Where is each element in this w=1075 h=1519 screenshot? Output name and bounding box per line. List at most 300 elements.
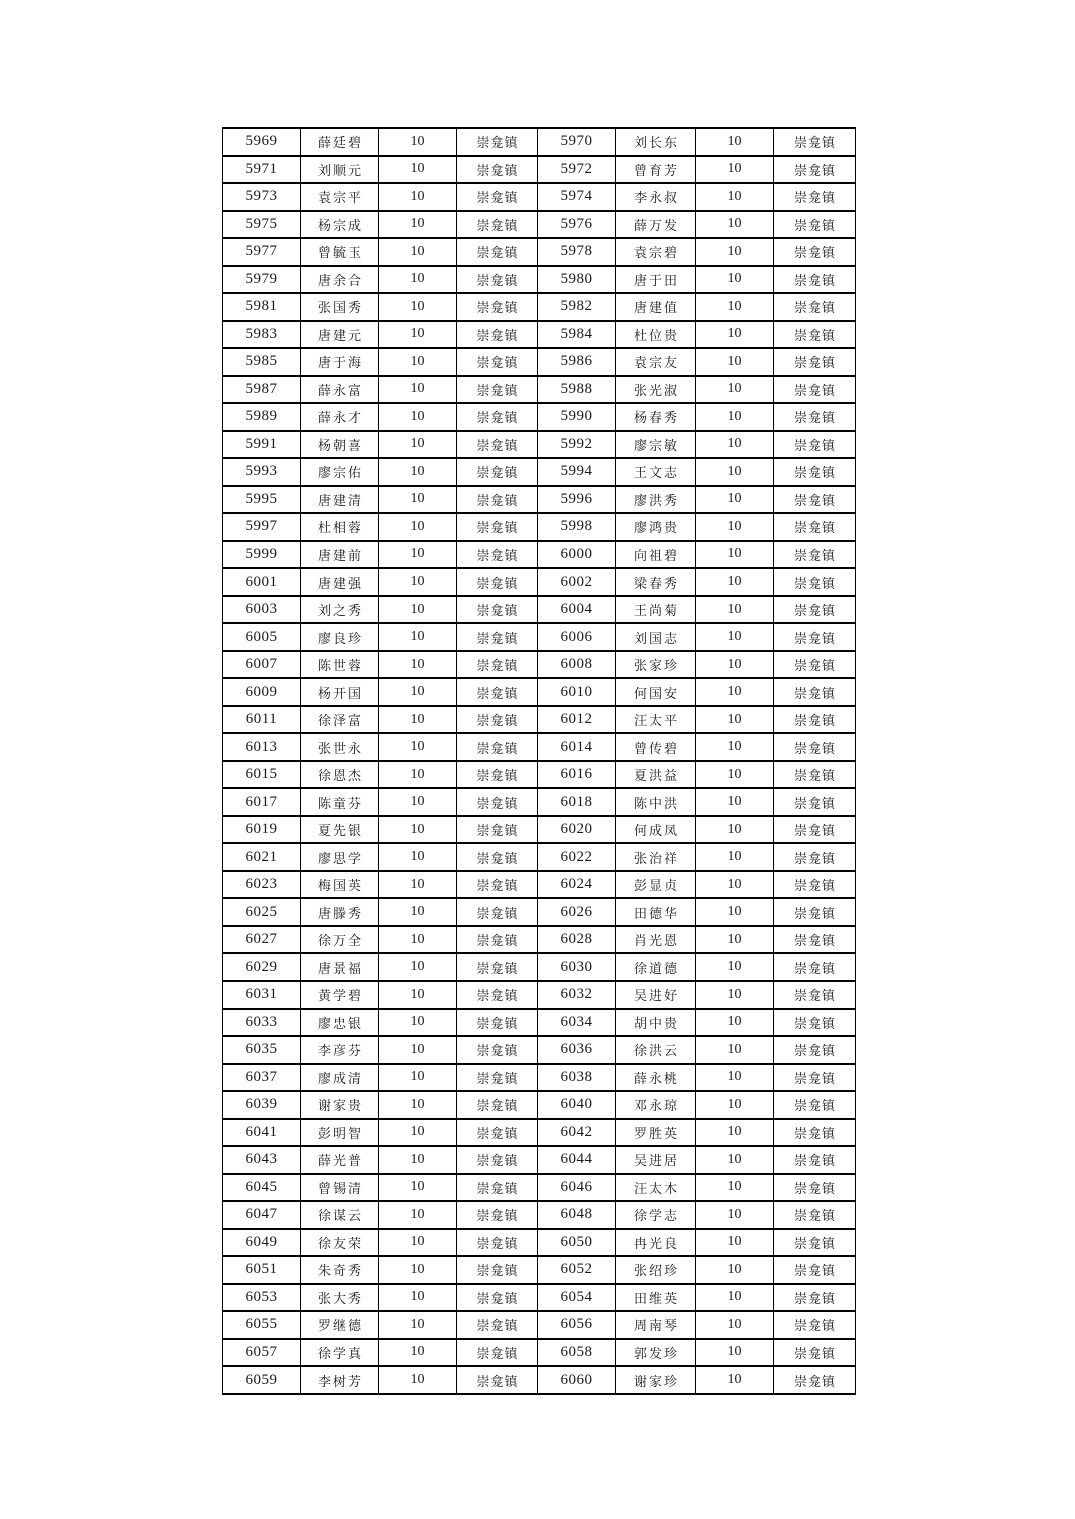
table-row [223, 376, 856, 404]
cell-right-id: 6004 [538, 596, 616, 624]
cell-left-id: 6029 [223, 953, 301, 981]
cell-left-town: 崇龛镇 [457, 843, 538, 871]
cell-right-town: 崇龛镇 [774, 348, 856, 376]
cell-left-amount: 10 [379, 1146, 457, 1174]
cell-left-town: 崇龛镇 [457, 1311, 538, 1339]
cell-left-amount: 10 [379, 706, 457, 734]
cell-right-amount: 10 [696, 706, 774, 734]
cell-right-town: 崇龛镇 [774, 898, 856, 926]
cell-left-id: 5969 [223, 128, 301, 156]
cell-left-town: 崇龛镇 [457, 596, 538, 624]
cell-right-name: 曾传碧 [616, 733, 696, 761]
cell-left-amount: 10 [379, 1366, 457, 1394]
cell-right-town: 崇龛镇 [774, 1311, 856, 1339]
cell-left-town: 崇龛镇 [457, 238, 538, 266]
cell-right-amount: 10 [696, 238, 774, 266]
cell-left-town: 崇龛镇 [457, 568, 538, 596]
cell-right-name: 徐道德 [616, 953, 696, 981]
cell-right-town: 崇龛镇 [774, 156, 856, 184]
cell-left-town: 崇龛镇 [457, 623, 538, 651]
cell-right-name: 王文志 [616, 458, 696, 486]
cell-right-id: 6060 [538, 1366, 616, 1394]
cell-left-town: 崇龛镇 [457, 1091, 538, 1119]
cell-right-name: 唐建值 [616, 293, 696, 321]
cell-right-name: 向祖碧 [616, 541, 696, 569]
table-row [223, 238, 856, 266]
cell-right-amount: 10 [696, 816, 774, 844]
cell-left-name: 薛光普 [301, 1146, 379, 1174]
cell-left-town: 崇龛镇 [457, 678, 538, 706]
cell-right-name: 杨春秀 [616, 403, 696, 431]
cell-left-id: 5971 [223, 156, 301, 184]
cell-right-town: 崇龛镇 [774, 1064, 856, 1092]
cell-right-amount: 10 [696, 1229, 774, 1257]
cell-left-amount: 10 [379, 898, 457, 926]
table-row [223, 1174, 856, 1202]
cell-left-name: 徐泽富 [301, 706, 379, 734]
cell-right-amount: 10 [696, 623, 774, 651]
cell-left-id: 6013 [223, 733, 301, 761]
table-row [223, 128, 856, 156]
cell-left-name: 刘之秀 [301, 596, 379, 624]
cell-right-name: 邓永琼 [616, 1091, 696, 1119]
cell-right-name: 罗胜英 [616, 1119, 696, 1147]
cell-left-name: 唐余合 [301, 266, 379, 294]
cell-right-name: 冉光良 [616, 1229, 696, 1257]
table-row [223, 266, 856, 294]
cell-right-id: 6024 [538, 871, 616, 899]
cell-right-amount: 10 [696, 926, 774, 954]
cell-left-amount: 10 [379, 513, 457, 541]
cell-left-name: 曾锡清 [301, 1174, 379, 1202]
table-row [223, 898, 856, 926]
cell-left-amount: 10 [379, 266, 457, 294]
cell-right-name: 汪太木 [616, 1174, 696, 1202]
cell-right-town: 崇龛镇 [774, 843, 856, 871]
cell-left-id: 6053 [223, 1284, 301, 1312]
table-row [223, 183, 856, 211]
cell-left-amount: 10 [379, 1119, 457, 1147]
cell-left-amount: 10 [379, 1311, 457, 1339]
table-row [223, 1311, 856, 1339]
cell-right-id: 6026 [538, 898, 616, 926]
cell-left-id: 6015 [223, 761, 301, 789]
table-row [223, 568, 856, 596]
cell-left-id: 6023 [223, 871, 301, 899]
table-row [223, 541, 856, 569]
cell-left-amount: 10 [379, 321, 457, 349]
table-row [223, 926, 856, 954]
cell-right-amount: 10 [696, 348, 774, 376]
cell-right-id: 5972 [538, 156, 616, 184]
cell-left-name: 黄学碧 [301, 981, 379, 1009]
cell-left-amount: 10 [379, 1201, 457, 1229]
cell-right-amount: 10 [696, 486, 774, 514]
cell-left-town: 崇龛镇 [457, 1174, 538, 1202]
cell-right-name: 陈中洪 [616, 788, 696, 816]
cell-left-town: 崇龛镇 [457, 651, 538, 679]
table-row [223, 843, 856, 871]
cell-right-town: 崇龛镇 [774, 1201, 856, 1229]
cell-left-name: 薛永富 [301, 376, 379, 404]
cell-right-id: 6034 [538, 1009, 616, 1037]
cell-left-id: 5991 [223, 431, 301, 459]
cell-right-name: 张家珍 [616, 651, 696, 679]
cell-left-name: 李树芳 [301, 1366, 379, 1394]
cell-right-amount: 10 [696, 1119, 774, 1147]
cell-left-id: 6025 [223, 898, 301, 926]
table-row [223, 953, 856, 981]
cell-right-id: 6052 [538, 1256, 616, 1284]
cell-left-town: 崇龛镇 [457, 1339, 538, 1367]
cell-right-id: 6022 [538, 843, 616, 871]
cell-left-town: 崇龛镇 [457, 788, 538, 816]
cell-left-town: 崇龛镇 [457, 293, 538, 321]
cell-right-name: 杜位贵 [616, 321, 696, 349]
cell-right-name: 刘国志 [616, 623, 696, 651]
cell-right-town: 崇龛镇 [774, 953, 856, 981]
cell-left-name: 袁宗平 [301, 183, 379, 211]
cell-right-name: 李永叔 [616, 183, 696, 211]
cell-left-town: 崇龛镇 [457, 1256, 538, 1284]
cell-left-id: 6055 [223, 1311, 301, 1339]
cell-left-id: 5979 [223, 266, 301, 294]
roster-table [222, 127, 856, 1395]
cell-right-town: 崇龛镇 [774, 1146, 856, 1174]
cell-left-id: 6047 [223, 1201, 301, 1229]
cell-right-name: 彭显贞 [616, 871, 696, 899]
cell-left-name: 杨开国 [301, 678, 379, 706]
cell-left-amount: 10 [379, 733, 457, 761]
cell-right-name: 梁春秀 [616, 568, 696, 596]
cell-left-amount: 10 [379, 238, 457, 266]
cell-right-id: 6020 [538, 816, 616, 844]
cell-left-town: 崇龛镇 [457, 431, 538, 459]
cell-right-town: 崇龛镇 [774, 623, 856, 651]
cell-left-name: 薛永才 [301, 403, 379, 431]
cell-left-amount: 10 [379, 1009, 457, 1037]
cell-right-name: 徐洪云 [616, 1036, 696, 1064]
cell-left-name: 朱奇秀 [301, 1256, 379, 1284]
cell-left-id: 5999 [223, 541, 301, 569]
cell-right-town: 崇龛镇 [774, 596, 856, 624]
cell-left-id: 6051 [223, 1256, 301, 1284]
cell-left-id: 5993 [223, 458, 301, 486]
cell-left-town: 崇龛镇 [457, 981, 538, 1009]
cell-left-id: 6035 [223, 1036, 301, 1064]
cell-right-id: 6050 [538, 1229, 616, 1257]
cell-right-name: 徐学志 [616, 1201, 696, 1229]
cell-left-id: 6057 [223, 1339, 301, 1367]
cell-right-id: 6048 [538, 1201, 616, 1229]
cell-right-id: 6030 [538, 953, 616, 981]
cell-left-amount: 10 [379, 926, 457, 954]
cell-right-amount: 10 [696, 761, 774, 789]
cell-right-town: 崇龛镇 [774, 238, 856, 266]
cell-left-name: 唐建前 [301, 541, 379, 569]
table-row [223, 513, 856, 541]
cell-left-id: 6043 [223, 1146, 301, 1174]
cell-right-id: 5984 [538, 321, 616, 349]
cell-right-id: 6012 [538, 706, 616, 734]
cell-left-name: 徐万全 [301, 926, 379, 954]
table-row [223, 678, 856, 706]
cell-left-id: 6031 [223, 981, 301, 1009]
cell-left-town: 崇龛镇 [457, 458, 538, 486]
cell-left-town: 崇龛镇 [457, 1064, 538, 1092]
cell-right-town: 崇龛镇 [774, 486, 856, 514]
cell-left-amount: 10 [379, 403, 457, 431]
cell-left-name: 徐恩杰 [301, 761, 379, 789]
cell-right-name: 胡中贵 [616, 1009, 696, 1037]
cell-left-name: 徐友荣 [301, 1229, 379, 1257]
cell-left-name: 唐景福 [301, 953, 379, 981]
cell-right-name: 张光淑 [616, 376, 696, 404]
cell-right-name: 唐于田 [616, 266, 696, 294]
table-row [223, 156, 856, 184]
cell-right-id: 6038 [538, 1064, 616, 1092]
cell-right-id: 5970 [538, 128, 616, 156]
cell-left-amount: 10 [379, 1256, 457, 1284]
cell-right-town: 崇龛镇 [774, 1339, 856, 1367]
cell-left-town: 崇龛镇 [457, 541, 538, 569]
cell-right-name: 夏洪益 [616, 761, 696, 789]
table-row [223, 871, 856, 899]
cell-right-amount: 10 [696, 403, 774, 431]
cell-right-id: 5992 [538, 431, 616, 459]
cell-right-name: 田维英 [616, 1284, 696, 1312]
cell-right-amount: 10 [696, 458, 774, 486]
cell-right-amount: 10 [696, 376, 774, 404]
cell-right-town: 崇龛镇 [774, 541, 856, 569]
cell-right-amount: 10 [696, 953, 774, 981]
cell-left-amount: 10 [379, 953, 457, 981]
cell-left-amount: 10 [379, 541, 457, 569]
cell-left-name: 唐建元 [301, 321, 379, 349]
cell-left-amount: 10 [379, 431, 457, 459]
cell-left-name: 廖良珍 [301, 623, 379, 651]
cell-left-name: 张国秀 [301, 293, 379, 321]
cell-right-id: 6040 [538, 1091, 616, 1119]
cell-left-id: 6011 [223, 706, 301, 734]
cell-right-amount: 10 [696, 266, 774, 294]
table-row [223, 596, 856, 624]
cell-left-amount: 10 [379, 761, 457, 789]
cell-right-amount: 10 [696, 1366, 774, 1394]
cell-left-name: 廖思学 [301, 843, 379, 871]
cell-right-town: 崇龛镇 [774, 678, 856, 706]
cell-right-amount: 10 [696, 898, 774, 926]
cell-left-town: 崇龛镇 [457, 266, 538, 294]
cell-left-id: 6059 [223, 1366, 301, 1394]
table-row [223, 348, 856, 376]
table-row [223, 706, 856, 734]
cell-left-name: 陈童芬 [301, 788, 379, 816]
cell-left-name: 薛廷碧 [301, 128, 379, 156]
cell-left-town: 崇龛镇 [457, 183, 538, 211]
cell-left-id: 5975 [223, 211, 301, 239]
table-row [223, 788, 856, 816]
cell-right-amount: 10 [696, 1064, 774, 1092]
cell-left-town: 崇龛镇 [457, 1284, 538, 1312]
cell-right-name: 廖鸿贵 [616, 513, 696, 541]
cell-right-name: 薛万发 [616, 211, 696, 239]
cell-left-name: 廖成清 [301, 1064, 379, 1092]
cell-right-id: 5982 [538, 293, 616, 321]
cell-left-name: 李彦芬 [301, 1036, 379, 1064]
cell-right-town: 崇龛镇 [774, 376, 856, 404]
table-row [223, 1339, 856, 1367]
cell-left-amount: 10 [379, 981, 457, 1009]
cell-left-town: 崇龛镇 [457, 376, 538, 404]
table-row [223, 1284, 856, 1312]
cell-left-id: 6045 [223, 1174, 301, 1202]
cell-right-id: 5980 [538, 266, 616, 294]
cell-left-name: 廖宗佑 [301, 458, 379, 486]
cell-right-amount: 10 [696, 733, 774, 761]
cell-right-amount: 10 [696, 1311, 774, 1339]
cell-right-id: 6002 [538, 568, 616, 596]
cell-left-name: 杨朝喜 [301, 431, 379, 459]
cell-right-amount: 10 [696, 1146, 774, 1174]
cell-right-town: 崇龛镇 [774, 128, 856, 156]
cell-right-id: 5990 [538, 403, 616, 431]
cell-right-amount: 10 [696, 1174, 774, 1202]
cell-right-id: 6046 [538, 1174, 616, 1202]
cell-right-town: 崇龛镇 [774, 1284, 856, 1312]
cell-left-id: 5985 [223, 348, 301, 376]
cell-right-name: 肖光恩 [616, 926, 696, 954]
cell-left-amount: 10 [379, 651, 457, 679]
cell-left-name: 谢家贵 [301, 1091, 379, 1119]
cell-left-town: 崇龛镇 [457, 1119, 538, 1147]
cell-right-name: 郭发珍 [616, 1339, 696, 1367]
cell-left-town: 崇龛镇 [457, 871, 538, 899]
cell-left-amount: 10 [379, 1284, 457, 1312]
cell-left-town: 崇龛镇 [457, 403, 538, 431]
cell-right-amount: 10 [696, 156, 774, 184]
cell-right-amount: 10 [696, 568, 774, 596]
cell-right-name: 廖宗敏 [616, 431, 696, 459]
cell-left-amount: 10 [379, 1174, 457, 1202]
cell-right-name: 汪太平 [616, 706, 696, 734]
cell-right-town: 崇龛镇 [774, 183, 856, 211]
cell-left-name: 徐谋云 [301, 1201, 379, 1229]
cell-left-town: 崇龛镇 [457, 953, 538, 981]
cell-left-id: 5989 [223, 403, 301, 431]
table-row [223, 293, 856, 321]
cell-right-town: 崇龛镇 [774, 513, 856, 541]
cell-left-amount: 10 [379, 211, 457, 239]
cell-right-id: 5998 [538, 513, 616, 541]
cell-left-amount: 10 [379, 1339, 457, 1367]
cell-right-amount: 10 [696, 1284, 774, 1312]
cell-left-amount: 10 [379, 376, 457, 404]
cell-left-id: 5973 [223, 183, 301, 211]
cell-left-town: 崇龛镇 [457, 706, 538, 734]
cell-right-id: 6014 [538, 733, 616, 761]
cell-left-town: 崇龛镇 [457, 926, 538, 954]
cell-right-id: 5986 [538, 348, 616, 376]
cell-left-id: 5995 [223, 486, 301, 514]
cell-left-id: 6049 [223, 1229, 301, 1257]
cell-right-amount: 10 [696, 321, 774, 349]
cell-right-town: 崇龛镇 [774, 1091, 856, 1119]
cell-right-id: 6006 [538, 623, 616, 651]
cell-right-town: 崇龛镇 [774, 403, 856, 431]
cell-left-id: 6019 [223, 816, 301, 844]
cell-right-id: 5976 [538, 211, 616, 239]
cell-left-amount: 10 [379, 183, 457, 211]
cell-left-id: 5981 [223, 293, 301, 321]
cell-left-name: 唐滕秀 [301, 898, 379, 926]
cell-right-amount: 10 [696, 1091, 774, 1119]
table-row [223, 651, 856, 679]
cell-left-name: 彭明智 [301, 1119, 379, 1147]
cell-left-amount: 10 [379, 816, 457, 844]
cell-right-town: 崇龛镇 [774, 1119, 856, 1147]
cell-right-town: 崇龛镇 [774, 458, 856, 486]
cell-right-name: 曾育芳 [616, 156, 696, 184]
table-row [223, 431, 856, 459]
cell-left-name: 杨宗成 [301, 211, 379, 239]
cell-left-town: 崇龛镇 [457, 898, 538, 926]
cell-left-id: 6007 [223, 651, 301, 679]
cell-right-id: 6036 [538, 1036, 616, 1064]
cell-left-id: 6027 [223, 926, 301, 954]
table-row [223, 1229, 856, 1257]
cell-right-id: 6032 [538, 981, 616, 1009]
cell-left-id: 6005 [223, 623, 301, 651]
cell-left-name: 刘顺元 [301, 156, 379, 184]
cell-right-amount: 10 [696, 1009, 774, 1037]
table-row [223, 1366, 856, 1394]
cell-right-id: 5996 [538, 486, 616, 514]
cell-right-town: 崇龛镇 [774, 788, 856, 816]
cell-right-name: 谢家珍 [616, 1366, 696, 1394]
cell-left-name: 唐建强 [301, 568, 379, 596]
cell-left-amount: 10 [379, 788, 457, 816]
cell-right-amount: 10 [696, 513, 774, 541]
cell-left-town: 崇龛镇 [457, 321, 538, 349]
cell-right-town: 崇龛镇 [774, 1229, 856, 1257]
cell-left-name: 陈世蓉 [301, 651, 379, 679]
cell-right-amount: 10 [696, 431, 774, 459]
cell-left-id: 6033 [223, 1009, 301, 1037]
cell-left-id: 6003 [223, 596, 301, 624]
table-row [223, 1146, 856, 1174]
cell-right-id: 6018 [538, 788, 616, 816]
cell-left-amount: 10 [379, 871, 457, 899]
cell-right-name: 张绍珍 [616, 1256, 696, 1284]
cell-right-amount: 10 [696, 843, 774, 871]
cell-left-id: 5987 [223, 376, 301, 404]
roster-table-body [223, 128, 856, 1394]
cell-right-id: 5994 [538, 458, 616, 486]
cell-right-name: 周南琴 [616, 1311, 696, 1339]
cell-right-town: 崇龛镇 [774, 1009, 856, 1037]
table-row [223, 733, 856, 761]
cell-right-id: 5988 [538, 376, 616, 404]
table-row [223, 486, 856, 514]
cell-left-amount: 10 [379, 623, 457, 651]
cell-right-town: 崇龛镇 [774, 733, 856, 761]
cell-left-town: 崇龛镇 [457, 1009, 538, 1037]
cell-left-name: 曾毓玉 [301, 238, 379, 266]
table-row [223, 1256, 856, 1284]
cell-right-amount: 10 [696, 1036, 774, 1064]
cell-left-town: 崇龛镇 [457, 733, 538, 761]
